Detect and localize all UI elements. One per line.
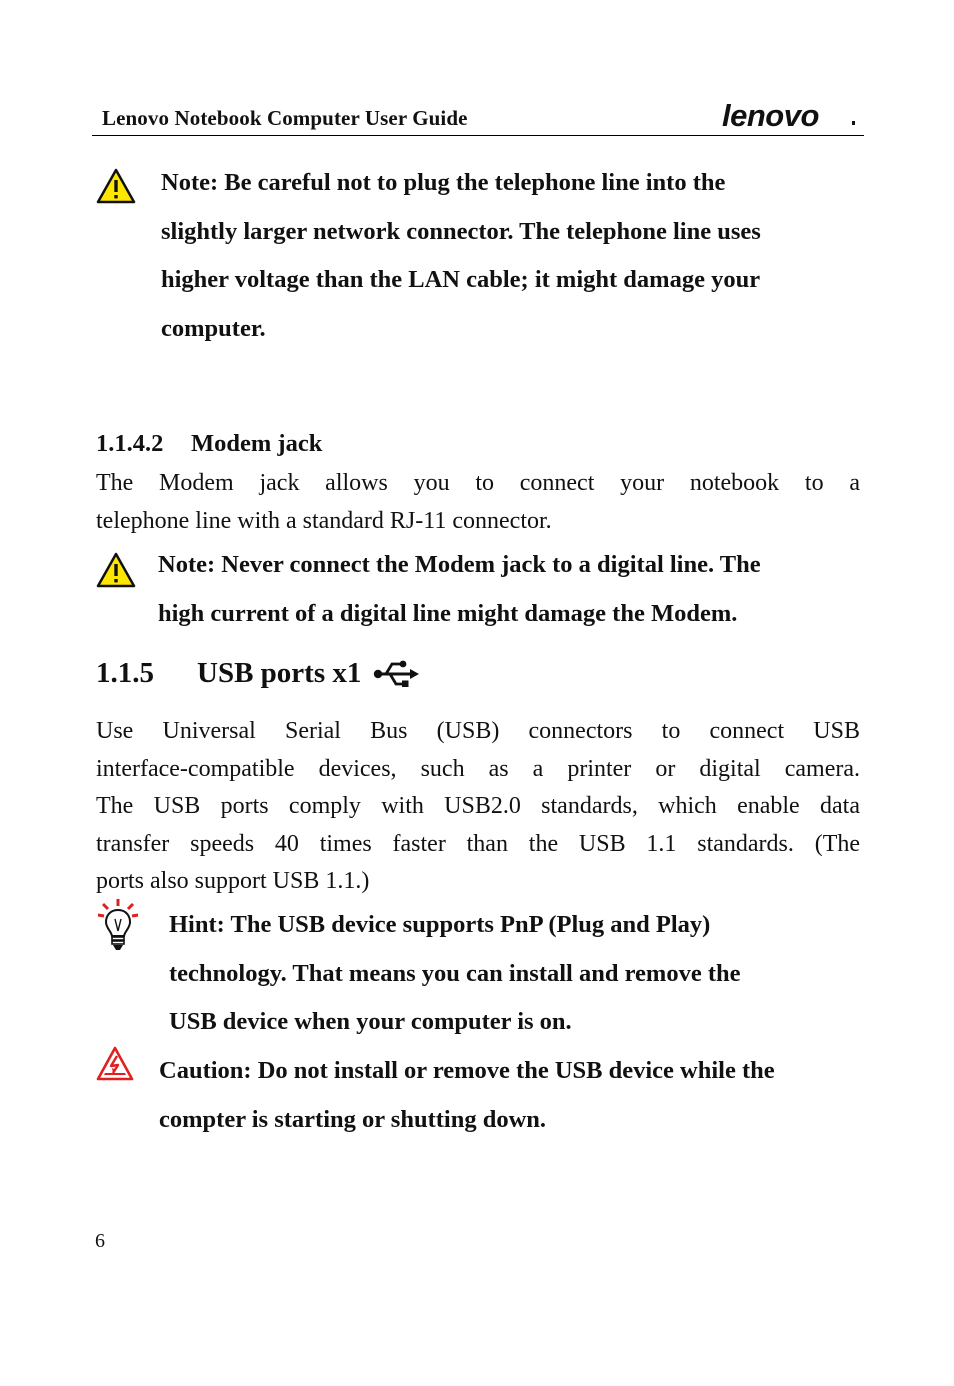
paragraph-line: telephone line with a standard RJ-11 connector. [96, 507, 552, 534]
lightbulb-icon [97, 897, 139, 955]
warning-triangle-icon [96, 168, 136, 205]
paragraph-line: The USB ports comply with USB2.0 standards, which enable data [96, 793, 860, 819]
paragraph-line: ports also support USB 1.1.) [96, 868, 370, 894]
caution-line: compter is starting or shutting down. [159, 1105, 547, 1133]
usb-icon [373, 659, 421, 689]
paragraph-line: The Modem jack allows you to connect your notebook to a [96, 470, 860, 496]
hint-usb-pnp [169, 901, 740, 1047]
caution-usb-install [159, 1047, 775, 1144]
section-heading-usb-ports [96, 657, 421, 690]
paragraph-line: interface-compatible devices, such as a printer or digital camera. [96, 755, 860, 782]
note-line: slightly larger network connector. The telephone line uses [161, 217, 761, 245]
svg-text:lenovo: lenovo [722, 99, 819, 131]
hint-line: technology. That means you can install and remove the [169, 959, 741, 987]
section-title: USB ports x1 [197, 657, 362, 689]
note-line: computer. [161, 314, 266, 342]
paragraph-line: transfer speeds 40 times faster than the USB 1.1 standards. (The [96, 830, 860, 857]
warning-triangle-icon [96, 552, 136, 589]
subsection-heading-modem-jack [96, 430, 322, 458]
note-line: high current of a digital line might damage the Modem. [158, 599, 738, 627]
header-title: Lenovo Notebook Computer User Guide [102, 106, 468, 130]
caution-electric-icon [96, 1046, 134, 1082]
usb-paragraph [96, 713, 860, 901]
note-line: Note: Be careful not to plug the telephone line into the [161, 169, 726, 196]
note-telephone-line [161, 159, 761, 353]
subsection-title: Modem jack [191, 430, 323, 457]
paragraph-line: Use Universal Serial Bus (USB) connectors to connect USB [96, 718, 860, 744]
modem-paragraph [96, 465, 860, 540]
note-modem-digital-line [158, 541, 761, 638]
note-line: higher voltage than the LAN cable; it might damage your [161, 266, 761, 293]
hint-line: USB device when your computer is on. [169, 1008, 572, 1035]
subsection-number: 1.1.4.2 [96, 430, 164, 457]
page-number: 6 [95, 1230, 105, 1252]
lenovo-logo [722, 99, 858, 131]
hint-line: Hint: The USB device supports PnP (Plug and Play) [169, 911, 711, 938]
header-divider [92, 135, 864, 136]
section-number: 1.1.5 [96, 657, 154, 689]
note-line: Note: Never connect the Modem jack to a digital line. The [158, 551, 761, 578]
caution-line: Caution: Do not install or remove the USB device while the [159, 1057, 775, 1084]
